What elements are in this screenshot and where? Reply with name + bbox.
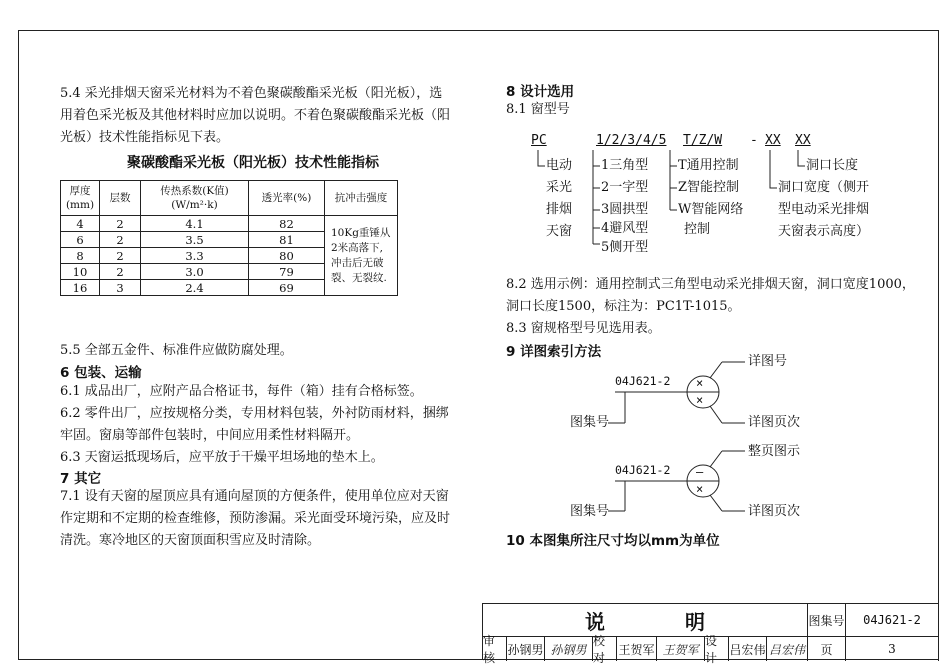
para-7-1-line1: 7.1 设有天窗的屋顶应具有通向屋顶的方便条件，使用单位应对天窗 [60,489,449,504]
title-char-a: 说 [585,609,605,634]
cell-layers: 2 [100,216,141,232]
cell-thickness: 8 [61,248,100,264]
x-mark-page: × [696,482,704,496]
cell-thickness: 10 [61,264,100,280]
cell-layers: 2 [100,232,141,248]
para-6-2-line2: 牢固。窗扇等部件包装时，中间应用柔性材料隔开。 [60,428,360,443]
label-detail-no: 详图号 [748,354,788,369]
atlas-no-cell [846,604,939,637]
para-6-1: 6.1 成品出厂，应附产品合格证书，每件（箱）挂有合格标签。 [60,384,423,399]
cell-impact [325,216,398,296]
section-7-title: 7 其它 [60,471,102,487]
page-no-cell [846,637,939,661]
spec-table [60,180,398,296]
code-length: XX [795,133,811,148]
para-6-3: 6.3 天窗运抵现场后，应平放于干燥平坦场地的垫木上。 [60,450,384,465]
review-label-cell [483,634,507,665]
width-desc-2: 型电动采光排烟 [778,202,870,217]
page-label: 页 [820,642,833,657]
impact-line3: 冲击后无破 [331,256,384,269]
label-detail-page-1: 详图页次 [748,415,801,430]
ctrl-desc-4: 控制 [684,222,711,237]
cell-transmittance: 82 [249,216,325,232]
cell-k: 2.4 [141,280,249,296]
cell-thickness: 4 [61,216,100,232]
check-signature-cell [657,637,705,661]
design-label: 设计 [705,634,718,665]
page-no: 3 [888,642,896,656]
cell-layers: 3 [100,280,141,296]
length-desc: 洞口长度 [806,158,859,173]
section-10-title: 10 本图集所注尺寸均以mm为单位 [506,533,720,549]
atlas-code-2: 04J621-2 [615,463,671,477]
cell-k: 4.1 [141,216,249,232]
table-title: 聚碳酸酯采光板（阳光板）技术性能指标 [127,155,379,171]
cell-k: 3.0 [141,264,249,280]
width-desc-1: 洞口宽度（侧开 [778,180,870,195]
para-5-5: 5.5 全部五金件、标准件应做防腐处理。 [60,343,293,358]
review-name-cell [507,637,545,661]
impact-line2: 2米高落下, [331,241,384,254]
shape-desc-1: 1三角型 [601,158,649,173]
review-label: 审核 [483,634,496,665]
design-signature-cell [767,637,808,661]
section-6-title: 6 包装、运输 [60,365,142,381]
title-cell [483,604,808,637]
label-full-page: 整页图示 [748,444,801,459]
para-6-2-line1: 6.2 零件出厂，应按规格分类，专用材料包装，外衬防雨材料，捆绑 [60,406,449,421]
review-signature: 孙钢男 [550,642,587,657]
pc-desc-1: 电动 [546,158,573,173]
design-label-cell [705,634,729,665]
header-k-value: 传热系数(K值) (W/m²·k) [141,181,249,216]
cell-layers: 2 [100,264,141,280]
header-thickness: 厚度 (mm) [61,181,100,216]
pc-desc-3: 排烟 [546,202,573,217]
code-shape: 1/2/3/4/5 [596,133,667,148]
cell-transmittance: 79 [249,264,325,280]
para-5-4-line1: 5.4 采光排烟天窗采光材料为不着色聚碳酸酯采光板（阳光板），选 [60,86,443,101]
check-signature: 王贺军 [662,642,699,657]
cell-transmittance: 69 [249,280,325,296]
label-detail-page-2: 详图页次 [748,504,801,519]
para-5-4-line3: 光板）技术性能指标见下表。 [60,130,230,145]
cell-k: 3.3 [141,248,249,264]
table-header-row [61,181,398,216]
para-7-1-line3: 清洗。寒冷地区的天窗顶面积雪应及时清除。 [60,533,321,548]
impact-line4: 裂、无裂纹. [331,271,387,284]
cell-layers: 2 [100,248,141,264]
pc-desc-4: 天窗 [546,224,573,239]
table-row [61,216,398,232]
page-label-cell [808,637,846,661]
check-name-cell [617,637,657,661]
atlas-label: 图集号 [808,613,845,628]
shape-desc-2: 2一字型 [601,180,649,195]
cell-k: 3.5 [141,232,249,248]
para-8-2-line1: 8.2 选用示例：通用控制式三角型电动采光排烟天窗，洞口宽度1000， [506,277,915,292]
code-control: T/Z/W [683,133,723,148]
ctrl-desc-3: W智能网络 [678,202,744,217]
ctrl-desc-2: Z智能控制 [678,180,740,195]
cell-transmittance: 80 [249,248,325,264]
design-signature: 吕宏伟 [768,642,805,657]
title-char-b: 明 [685,609,705,634]
width-desc-3: 天窗表示高度） [778,224,870,239]
cell-thickness: 16 [61,280,100,296]
header-impact: 抗冲击强度 [325,181,398,216]
cell-thickness: 6 [61,232,100,248]
code-dash: - [750,133,758,148]
x-mark-bottom: × [696,393,704,407]
code-pc: PC [531,133,547,148]
shape-desc-3: 3圆拱型 [601,202,649,217]
shape-desc-4: 4避风型 [601,221,649,236]
check-name: 王贺军 [618,642,655,657]
impact-line1: 10Kg重锤从 [331,226,391,239]
atlas-no: 04J621-2 [863,613,921,627]
check-label: 校对 [593,634,606,665]
dash-mark: — [696,465,704,479]
para-8-2-line2: 洞口长度1500，标注为：PC1T-1015。 [506,299,741,314]
pc-desc-2: 采光 [546,180,573,195]
title-block [482,603,939,665]
ctrl-desc-1: T通用控制 [678,158,739,173]
cell-transmittance: 81 [249,232,325,248]
atlas-label-cell [808,604,846,637]
para-8-1: 8.1 窗型号 [506,102,570,117]
atlas-code-1: 04J621-2 [615,374,671,388]
design-name-cell [729,637,767,661]
shape-desc-5: 5侧开型 [601,240,649,255]
para-7-1-line2: 作定期和不定期的检查维修，预防渗漏。采光面受环境污染，应及时 [60,511,451,526]
para-5-4-line2: 用着色采光板及其他材料时应加以说明。不着色聚碳酸酯采光板（阳 [60,108,451,123]
review-signature-cell [545,637,593,661]
header-layers: 层数 [100,181,141,216]
code-width: XX [765,133,781,148]
section-8-title: 8 设计选用 [506,84,575,100]
check-label-cell [593,634,617,665]
header-transmittance: 透光率(%) [249,181,325,216]
x-mark-top: × [696,376,704,390]
section-9-title: 9 详图索引方法 [506,344,602,360]
review-name: 孙钢男 [507,642,544,657]
label-atlas-2: 图集号 [570,504,610,519]
design-name: 吕宏伟 [729,642,766,657]
para-8-3: 8.3 窗规格型号见选用表。 [506,321,661,336]
label-atlas-1: 图集号 [570,415,610,430]
